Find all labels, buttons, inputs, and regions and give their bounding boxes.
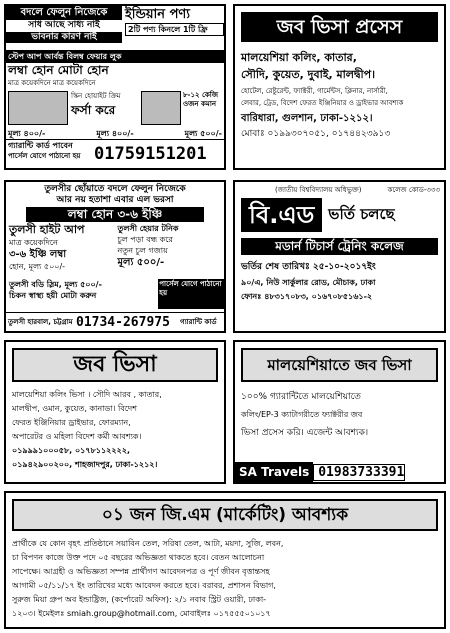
product-box-image	[141, 91, 181, 125]
ad1-headline-1: বদলে ফেলুন নিজেকে	[6, 6, 122, 20]
ad-bed-college	[233, 180, 446, 333]
ad2-jobs-1: হোটেল, রেষ্টুরেন্ট, ফ্যাক্টরী, গার্মেন্টস, ক্লিনার, নার্সারী,	[241, 87, 388, 95]
ad2-jobs-2: লেবার, ট্রেড, বিদেশ ফেরত ইঞ্জিনিয়ার ও ড্রাইভার আবশ্যক	[241, 99, 404, 107]
ad1-cream: স্কিন হোয়াইট ক্রিম	[71, 92, 121, 100]
ad7-body-2: চা বিপণন কাজে উক্ত পদে ০৫ বছরের অভিজ্ঞতা থাকতে হবে। বেতন আলোচনা	[12, 553, 265, 562]
ad3-product-2-desc: চুল পড়া বন্ধ করে	[117, 235, 173, 244]
ad4-admission: ভর্তি চলছে	[328, 204, 395, 223]
ad2-countries-2: সৌদি, কুয়েত, দুবাই, মালদ্বীপ।	[241, 68, 376, 81]
ad5-body-1: মালয়েশিয়া কলিং ভিসা । সৌদি আরব , কাতার,	[12, 390, 162, 399]
ad3-headline-1: তুলসীর ছোঁয়াতে বদলে ফেলুন নিজেকে	[44, 184, 186, 194]
ad3-product-2-price: মূল্য ৫০০/-	[117, 257, 165, 268]
ad3-product-3-desc: চিকন স্বাস্থ্য হয়ী মোটা করুন	[9, 291, 97, 300]
ad3-product-2-desc2: নতুন চুল গজায়	[117, 246, 168, 255]
ad1-price-a: মূল্য ৪০০/-	[8, 129, 46, 138]
ad7-title: ০১ জন জি.এম (মার্কেটিং) আবশ্যক	[12, 499, 438, 531]
ad2-phone: মোবাঃ ০১৯৯৩০৭০৫১, ০১৭৪৪২৩৯১৩	[241, 129, 391, 139]
ad7-body-6: ১২০৩। ইমেইলঃ smiah.group@hotmail.com, মোবাইলঃ ০১৭৫৫৫০১০১৭	[12, 609, 271, 618]
product-bottle-image	[8, 91, 68, 125]
ad-job-visa-process	[233, 4, 446, 170]
ad1-brand: ইন্ডিয়ান পণ্য	[125, 7, 191, 22]
ad6-agency: SA Travels	[235, 462, 313, 482]
ad1-guarantee: গ্যারান্টি কার্ড পাবেন	[8, 141, 73, 150]
ad5-phone-1: ০১৯৯৯১০০০৫৮, ০১৭৮১১২২২২,	[12, 446, 130, 455]
ad4-code: কলেজ কোড-৩৩৩	[387, 186, 440, 194]
ad1-price-b: মূল্য ৪০০/-	[96, 129, 134, 138]
ad3-product-2: তুলসী হেয়ার টনিক	[117, 224, 179, 233]
ad1-parcel: পার্সেল যোগে পাঠানো হয়	[8, 152, 81, 160]
ad4-deadline: ভর্তির শেষ তারিখঃ ২৫-১০-২০১৭ইং	[241, 262, 376, 272]
ad1-price-c: মূল্য ৫০০/-	[184, 129, 222, 138]
ad5-title: জব ভিসা	[12, 348, 218, 382]
ad2-address: বারিধারা, গুলশান, ঢাকা-১২১২।	[241, 113, 373, 124]
ad7-body-5: সুরুজ মিয়া গ্রুপ অব ইন্ডাষ্ট্রিজ, (কর্পোরেট অফিস): ২/১ নবাব স্ট্রিট ওয়ারী, ঢাকা-	[12, 595, 267, 604]
ad1-line-2: লম্বা হোন মোটা হোন	[8, 63, 109, 77]
ad-indian-products	[4, 4, 226, 170]
ad7-body-3: সাপেক্ষে। আগ্রহী ও অভিজ্ঞতা সম্পন্ন প্রার্থীগণ আবেদনপত্র ও পূর্ণ জীবন বৃত্তান্তসহ	[12, 567, 270, 576]
ad1-line-1: স্টেপ আপ আর্বন্ত বিলম্ব ফেয়ার লুক	[6, 50, 224, 63]
ad5-body-2: মালদ্বীপ, ওমান, কুয়েত, কানাডা। বিদেশ	[12, 404, 137, 413]
ad5-body-3: ফেরত ইঞ্জিনিয়ার ড্রাইভার, ফোরম্যান,	[12, 418, 131, 427]
ad4-address: ৯০/এ, নিউ সার্কুলার রোড, মৌচাক, ঢাকা	[241, 278, 376, 287]
ad4-affiliation: (জাতীয় বিশ্ববিদ্যালয় অধিভুক্ত)	[275, 186, 362, 194]
ad3-product-1-gain: ৩-৬ ইঞ্চি লম্বা	[9, 249, 67, 260]
ad6-phone: 01983733391	[313, 464, 405, 481]
ad3-maker: তুলসী হারবাল, চট্টগ্রাম	[8, 317, 73, 326]
ad2-title: জব ভিসা প্রসেস	[241, 12, 438, 42]
ad6-title: মালয়েশিয়াতে জব ভিসা	[241, 348, 438, 382]
ad3-guarantee: গ্যারান্টি কার্ড	[180, 317, 217, 326]
ad4-college: মডার্ন টিচার্স ট্রেনিং কলেজ	[241, 238, 438, 255]
ad3-phone: 01734-267975	[76, 314, 170, 330]
ad3-product-1-price: হোন, মূল্য ৫০০/-	[9, 262, 66, 271]
ad-tulsi-herbal	[4, 180, 226, 333]
ad6-body-1: ১০০% গ্যারান্টিতে মালয়েশিয়াতে	[241, 392, 361, 402]
ad-malaysia-job-visa	[233, 340, 446, 484]
ad6-body-3: ভিসা প্রসেস করি। এজেন্ট আবশ্যক।	[241, 428, 369, 438]
ad1-phone: 01759151201	[94, 144, 207, 164]
ad1-offer: 2টি পণ্য কিনলে 1টি ফ্রি	[125, 23, 224, 36]
ad3-product-1: তুলসী হাইট আপ	[9, 223, 85, 236]
ad1-weight: ৮-১২ কেজি ওজন কমান	[183, 91, 218, 108]
ad6-body-2: কলিং/EP-3 ক্যাটাগরীতে ফ্যাক্টরীর জব	[241, 410, 363, 419]
ad3-parcel: পার্সেল যোগে পাঠানো হয়	[158, 279, 224, 309]
ad1-fair: ফর্সা করে	[71, 103, 116, 117]
ad4-phone: ফোনঃ ৪৮৩১৭০৮৩, ০১৬৭০৮৫১৬১-২	[241, 292, 373, 301]
ad4-degree: বি.এড	[241, 198, 322, 232]
ad1-line-3: মাত্র কয়েকদিনে মাত্র কয়েকদিনে	[8, 79, 96, 87]
ad-gm-marketing	[4, 491, 446, 629]
ad3-product-3: তুলসী বডি স্লিম, মূল্য ৫০০/-	[9, 280, 102, 289]
ad3-headline-3: লম্বা হোন ৩-৬ ইঞ্চি	[26, 207, 204, 222]
ad1-headline-3: ভাবনার কারণ নাই	[6, 32, 122, 43]
ad3-headline-2: আর নয় হতাশা এবার এল ভরসা	[56, 195, 174, 205]
ad5-phone-2: ০১৯৪২৯০০২০০, শাহজাদপুর, ঢাকা-১২১২।	[12, 460, 158, 469]
ad7-body-4: আগামী ০৫/১১/১৭ ইং তারিখের মধ্যে আবেদন করতে হবে। বরাবর, প্রশাসন বিভাগ,	[12, 581, 276, 590]
ad3-product-1-desc: মাত্র কয়েকদিনে	[9, 238, 58, 247]
ad7-body-1: প্রার্থীকে যে কোন বৃহৎ প্রতিষ্ঠানে সয়াবিন তেল, সরিষা তেল, আটা, ময়দা, সুজি, লবন,	[12, 539, 284, 548]
ad1-headline-2: সাধ আছে সাধ্য নাই	[28, 20, 100, 30]
ad5-body-4: অপারেটর ও মহিলা বিদেশ কর্মী আবশ্যক।	[12, 432, 142, 441]
ad2-countries-1: মালয়েশিয়া কলিং, কাতার,	[241, 51, 357, 64]
ad-job-visa	[4, 340, 226, 484]
